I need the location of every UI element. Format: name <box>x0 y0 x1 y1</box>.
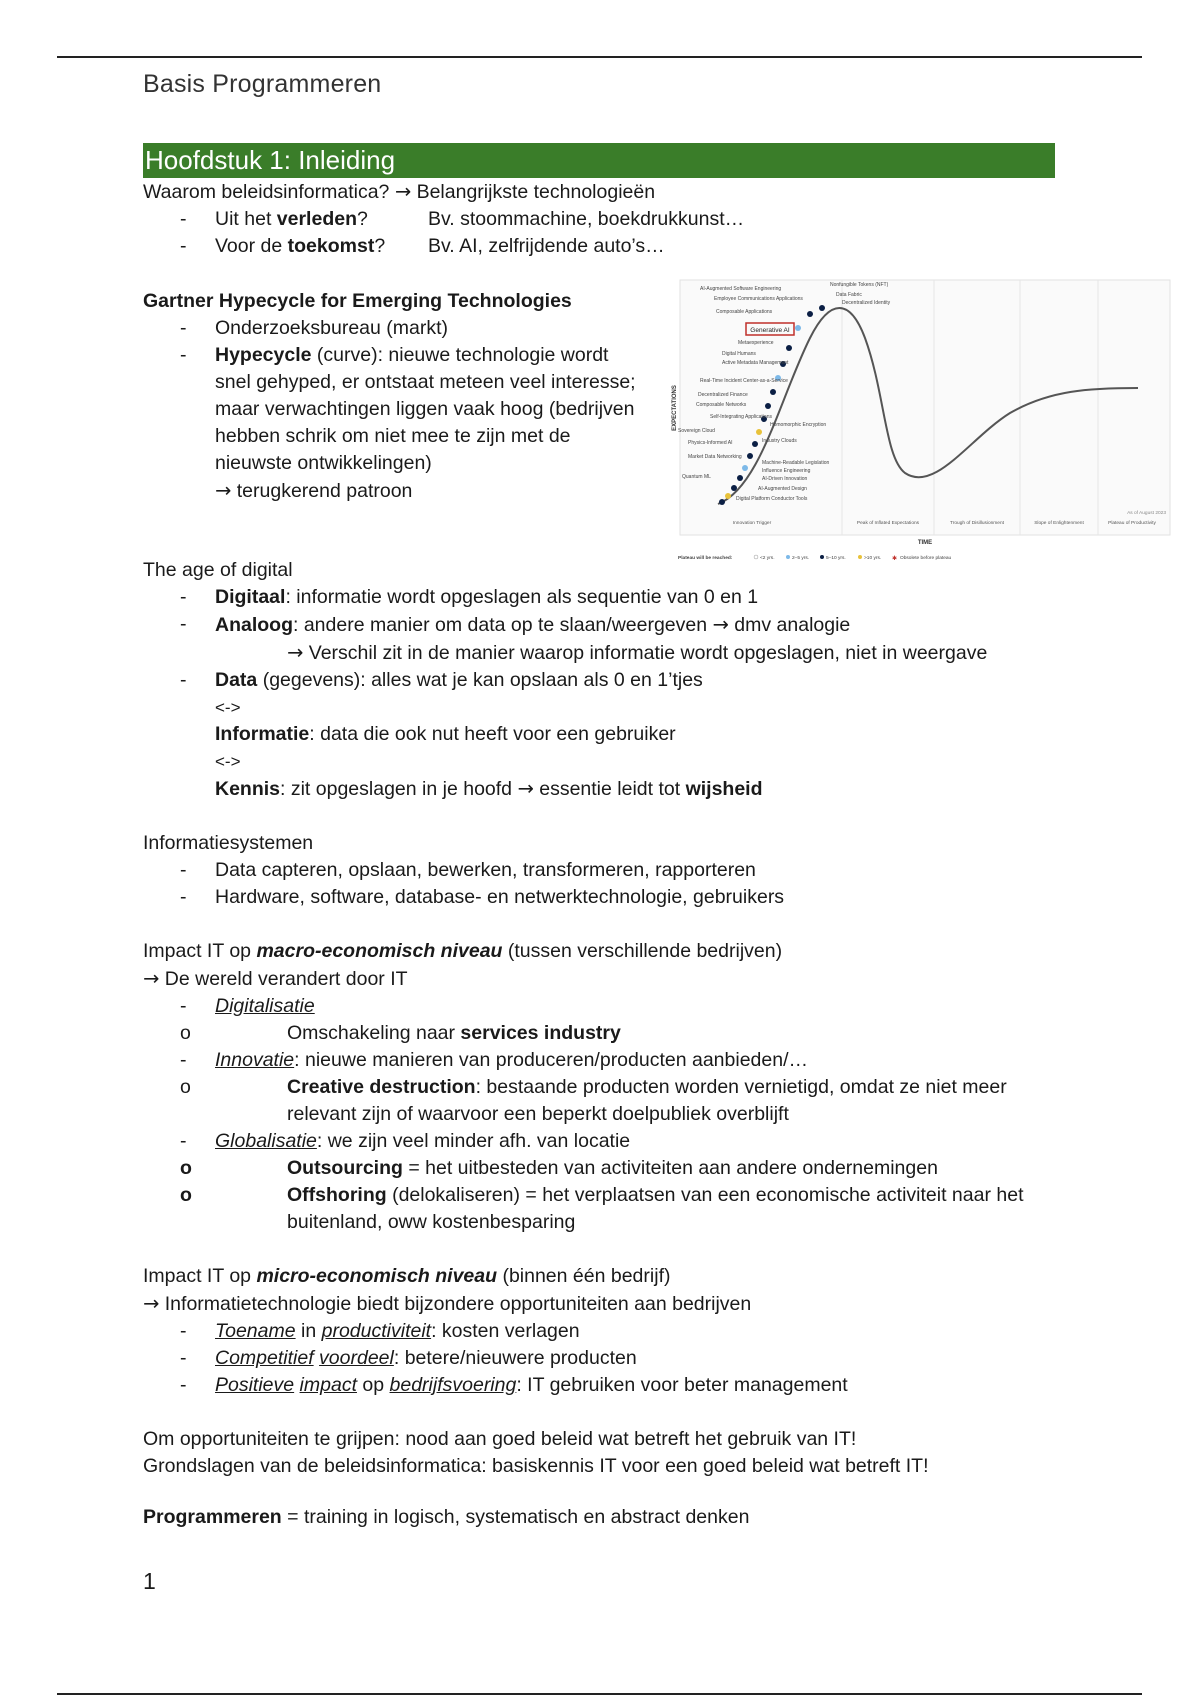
list-item: - Positieve impact op bedrijfsvoering: IT gebruiken voor beter management <box>143 1372 1063 1399</box>
closing-line-1: Om opportuniteiten te grijpen: nood aan goed beleid wat betreft het gebruik van IT! <box>143 1428 857 1450</box>
page-content <box>143 143 1063 260</box>
list-item: - Competitief voordeel: betere/nieuwere producten <box>143 1345 1063 1372</box>
svg-text:Composable Applications: Composable Applications <box>716 309 773 315</box>
svg-text:Homomorphic Encryption: Homomorphic Encryption <box>770 422 827 428</box>
list-item: - Data (gegevens): alles wat je kan opslaan als 0 en 1’tjes <-> Informatie: data die ook nut heeft voor een gebruiker <-> Kennis: zit opgeslagen in je hoofd → essentie leidt tot wijsheid <box>143 667 1063 803</box>
svg-text:Machine-Readable Legislation: Machine-Readable Legislation <box>762 460 830 466</box>
sub-list-item: o Outsourcing = het uitbesteden van activiteiten aan andere ondernemingen <box>215 1155 1063 1182</box>
svg-text:Plateau of Productivity: Plateau of Productivity <box>1108 521 1156 526</box>
digital-list <box>143 584 1063 803</box>
section-title-micro: Impact IT op micro-economisch niveau (binnen één bedrijf) <box>143 1265 671 1287</box>
svg-text:2–5 yrs.: 2–5 yrs. <box>792 556 810 561</box>
svg-text:Trough of Disillusionment: Trough of Disillusionment <box>950 521 1004 526</box>
svg-text:Nonfungible Tokens (NFT): Nonfungible Tokens (NFT) <box>830 282 889 288</box>
svg-text:Composable Networks: Composable Networks <box>696 402 747 408</box>
gartner-section <box>143 288 643 505</box>
y-axis-label: EXPECTATIONS <box>672 385 678 431</box>
svg-text:Innovation Trigger: Innovation Trigger <box>732 521 772 526</box>
svg-text:Active Metadata Management: Active Metadata Management <box>722 360 789 366</box>
svg-text:Industry Clouds: Industry Clouds <box>762 438 797 444</box>
list-item: - Digitaal: informatie wordt opgeslagen als sequentie van 0 en 1 <box>143 584 1063 611</box>
svg-text:Data Fabric: Data Fabric <box>836 292 862 298</box>
infosys-list <box>143 857 1063 911</box>
svg-text:Peak of Inflated Expectations: Peak of Inflated Expectations <box>856 521 920 526</box>
svg-text:AI-Augmented Design: AI-Augmented Design <box>758 486 807 492</box>
date-note: As of August 2023 <box>1127 511 1166 516</box>
svg-text:Slope of Enlightenment: Slope of Enlightenment <box>1034 521 1084 526</box>
section-title-macro: Impact IT op macro-economisch niveau (tussen verschillende bedrijven) <box>143 940 783 962</box>
sub-list-item: o Creative destruction: bestaande producten worden vernietigd, omdat ze niet meer relevant zijn of waarvoor een beperkt doelpubliek overblijft <box>215 1074 1063 1128</box>
svg-text:<2 yrs.: <2 yrs. <box>760 556 775 561</box>
svg-text:5–10 yrs.: 5–10 yrs. <box>826 556 846 561</box>
list-item: - Analoog: andere manier om data op te slaan/weergeven → dmv analogie → Verschil zit in de manier waarop informatie wordt opgeslagen, niet in weergave <box>143 611 1063 667</box>
svg-text:Decentralized Identity: Decentralized Identity <box>842 300 891 306</box>
section-title-infosys: Informatiesystemen <box>143 832 314 854</box>
sub-list <box>215 1074 1063 1128</box>
svg-text:AI-Augmented Software Engineer: AI-Augmented Software Engineering <box>700 286 782 292</box>
closing-line-2: Grondslagen van de beleidsinformatica: basiskennis IT voor een goed beleid wat betreft IT! <box>143 1455 929 1477</box>
bottom-rule <box>57 1693 1142 1695</box>
svg-text:>10 yrs.: >10 yrs. <box>864 556 882 561</box>
svg-text:Influence Engineering: Influence Engineering <box>762 468 811 474</box>
list-item: - Hypecycle (curve): nieuwe technologie wordt snel gehyped, er ontstaat meteen veel interesse; maar verwachtingen liggen vaak hoog (bedrijven hebben schrik om niet mee te zijn met de nieuwste ontwikkelingen) → terugkerend patroon <box>143 342 643 505</box>
svg-text:Market Data Networking: Market Data Networking <box>688 454 742 460</box>
svg-text:Plateau will be reached:: Plateau will be reached: <box>678 556 733 561</box>
chapter-heading: Hoofdstuk 1: Inleiding <box>143 143 1055 178</box>
intro-list <box>143 206 1063 260</box>
svg-text:Real-Time Incident Center-as-a: Real-Time Incident Center-as-a-Service <box>700 378 788 384</box>
macro-arrow-line: → De wereld verandert door IT <box>143 967 408 990</box>
page-content-lower <box>143 557 1063 1531</box>
list-item: - Digitalisatie o Omschakeling naar services industry <box>143 993 1063 1047</box>
page-number: 1 <box>143 1568 156 1594</box>
svg-text:Obsolete before plateau: Obsolete before plateau <box>900 556 952 561</box>
svg-text:Quantum ML: Quantum ML <box>682 474 711 480</box>
list-item: - Voor de toekomst? Bv. AI, zelfrijdende auto’s… <box>143 233 1063 260</box>
svg-text:AI-Driven Innovation: AI-Driven Innovation <box>762 476 808 482</box>
programmeren-definition: Programmeren = training in logisch, systematisch en abstract denken <box>143 1506 750 1528</box>
hype-cycle-figure <box>670 278 1172 568</box>
list-item: - Onderzoeksbureau (markt) <box>143 315 643 342</box>
sub-list-item: o Offshoring (delokaliseren) = het verplaatsen van een economische activiteit naar het buitenland, oww kostenbesparing <box>215 1182 1063 1236</box>
svg-text:Employee Communications Applic: Employee Communications Applications <box>714 296 803 302</box>
svg-text:✱: ✱ <box>892 556 898 562</box>
list-item: - Uit het verleden? Bv. stoommachine, boekdrukkunst… <box>143 206 1063 233</box>
svg-text:Digital Humans: Digital Humans <box>722 351 756 357</box>
macro-list <box>143 993 1063 1236</box>
section-title-digital: The age of digital <box>143 559 293 581</box>
gartner-list <box>143 315 643 505</box>
svg-text:Physics-Informed AI: Physics-Informed AI <box>688 440 733 446</box>
sub-list-item: o Omschakeling naar services industry <box>215 1020 1063 1047</box>
svg-text:Digital Platform Conductor Too: Digital Platform Conductor Tools <box>736 496 808 502</box>
hype-cycle-chart <box>670 278 1172 568</box>
list-item: - Toename in productiviteit: kosten verlagen <box>143 1318 1063 1345</box>
highlight-label: Generative AI <box>750 327 790 334</box>
svg-text:Metaexperience: Metaexperience <box>738 340 774 346</box>
svg-text:Self-Integrating Applications: Self-Integrating Applications <box>710 414 772 420</box>
svg-text:Decentralized Finance: Decentralized Finance <box>698 392 748 398</box>
micro-list <box>143 1318 1063 1399</box>
sub-list <box>215 1020 1063 1047</box>
top-rule <box>57 56 1142 58</box>
gartner-title: Gartner Hypecycle for Emerging Technologies <box>143 290 572 312</box>
x-axis-label: TIME <box>917 540 933 546</box>
document-header: Basis Programmeren <box>143 70 382 98</box>
list-item: - Data capteren, opslaan, bewerken, transformeren, rapporteren <box>143 857 1063 884</box>
intro-question: Waarom beleidsinformatica? → Belangrijkste technologieën <box>143 180 656 203</box>
sub-list <box>215 1155 1063 1236</box>
svg-text:Sovereign Cloud: Sovereign Cloud <box>678 428 715 434</box>
list-item: - Hardware, software, database- en netwerktechnologie, gebruikers <box>143 884 1063 911</box>
micro-arrow-line: → Informatietechnologie biedt bijzondere opportuniteiten aan bedrijven <box>143 1292 752 1315</box>
list-item: - Innovatie: nieuwe manieren van produceren/producten aanbieden/… o Creative destruction: bestaande producten worden vernietigd, omdat ze niet meer relevant zijn of waarvoor een beperkt doelpubliek overblijft <box>143 1047 1063 1128</box>
list-item: - Globalisatie: we zijn veel minder afh. van locatie o Outsourcing = het uitbesteden van activiteiten aan andere ondernemingen o Offshoring (delokaliseren) = het verplaatsen van een economische activiteit naar het buitenland, oww kostenbesparing <box>143 1128 1063 1236</box>
